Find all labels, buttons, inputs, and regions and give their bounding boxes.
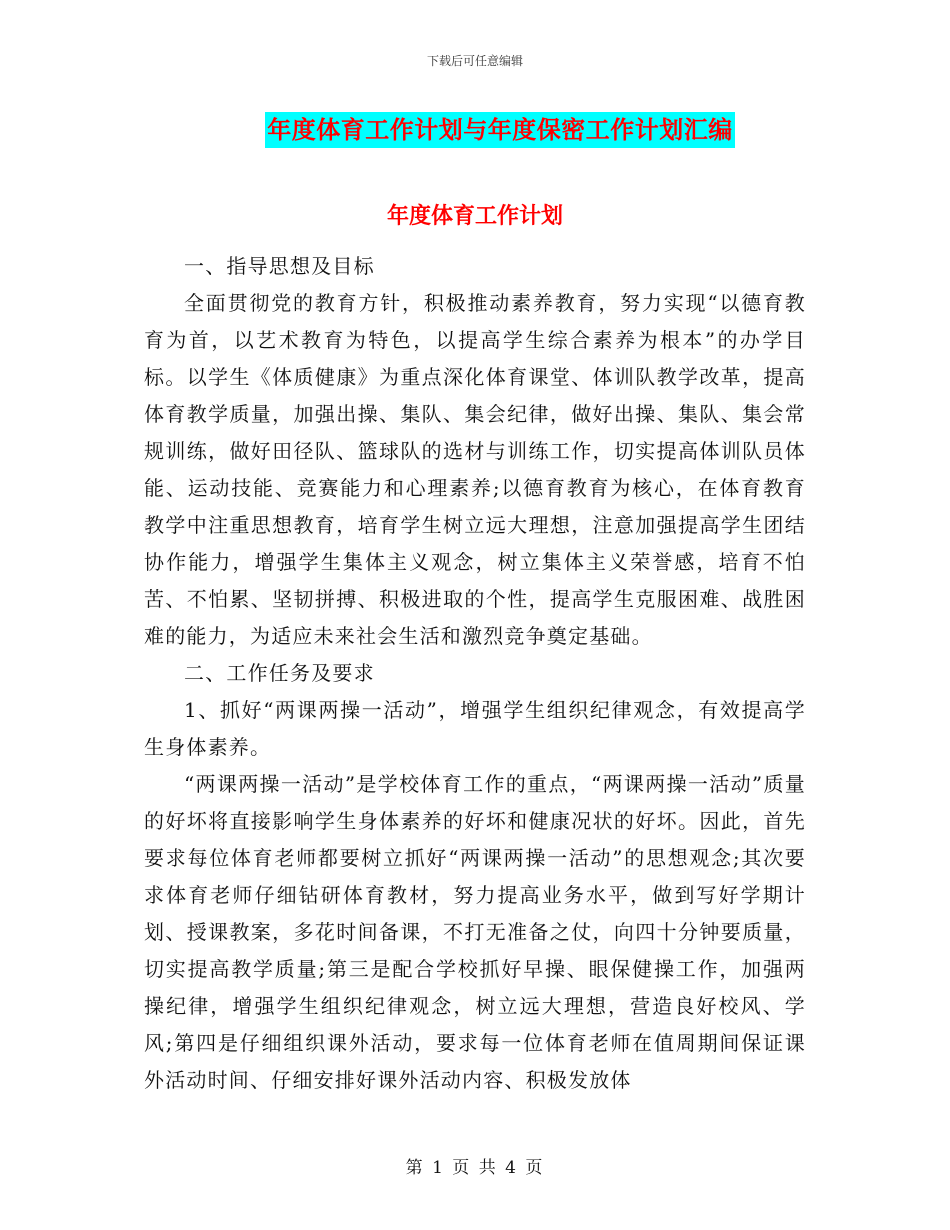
section-title: 年度体育工作计划 — [386, 204, 563, 229]
paragraph-task-1: 1、抓好“两课两操一活动”，增强学生组织纪律观念，有效提高学生身体素养。 — [144, 698, 806, 759]
heading-guiding-ideology: 一、指导思想及目标 — [184, 254, 375, 278]
main-title: 年度体育工作计划与年度保密工作计划汇编 — [265, 112, 735, 148]
paragraph-goals: 全面贯彻党的教育方针，积极推动素养教育，努力实现“以德育教育为首，以艺术教育为特色，以提高学生综合素养为根本”的办学目标。以学生《体质健康》为重点深化体育课堂、体训队教学改革，提高体育教学质量，加强出操、集队、集会纪律，做好出操、集队、集会常规训练，做好田径队、篮球队的选材与训练工作，切实提高体训队员体能、运动技能、竞赛能力和心理素养;以德育教育为核心，在体育教育教学中注重思想教育，培育学生树立远大理想，注意加强提高学生团结协作能力，增强学生集体主义观念，树立集体主义荣誉感，培育不怕苦、不怕累、坚韧拼搏、积极进取的个性，提高学生克服困难、战胜困难的能力，为适应未来社会生活和激烈竞争奠定基础。 — [144, 291, 806, 648]
paragraph-task-1-detail: “两课两操一活动”是学校体育工作的重点，“两课两操一活动”质量的好坏将直接影响学生身体素养的好坏和健康况状的好坏。因此，首先要求每位体育老师都要树立抓好“两课两操一活动”的思想观念;其次要求体育老师仔细钻研体育教材，努力提高业务水平，做到写好学期计划、授课教案，多花时间备课，不打无准备之仗，向四十分钟要质量，切实提高教学质量;第三是配合学校抓好早操、眼保健操工作，加强两操纪律，增强学生组织纪律观念，树立远大理想，营造良好校风、学风;第四是仔细组织课外活动，要求每一位体育老师在值周期间保证课外活动时间、仔细安排好课外活动内容、积极发放体 — [144, 772, 806, 1092]
page-header-note: 下载后可任意编辑 — [426, 54, 523, 68]
heading-tasks-requirements: 二、工作任务及要求 — [184, 661, 375, 685]
page-footer: 第 1 页 共 4 页 — [405, 1158, 545, 1178]
main-title-container — [0, 112, 950, 148]
document-body — [144, 248, 806, 1099]
